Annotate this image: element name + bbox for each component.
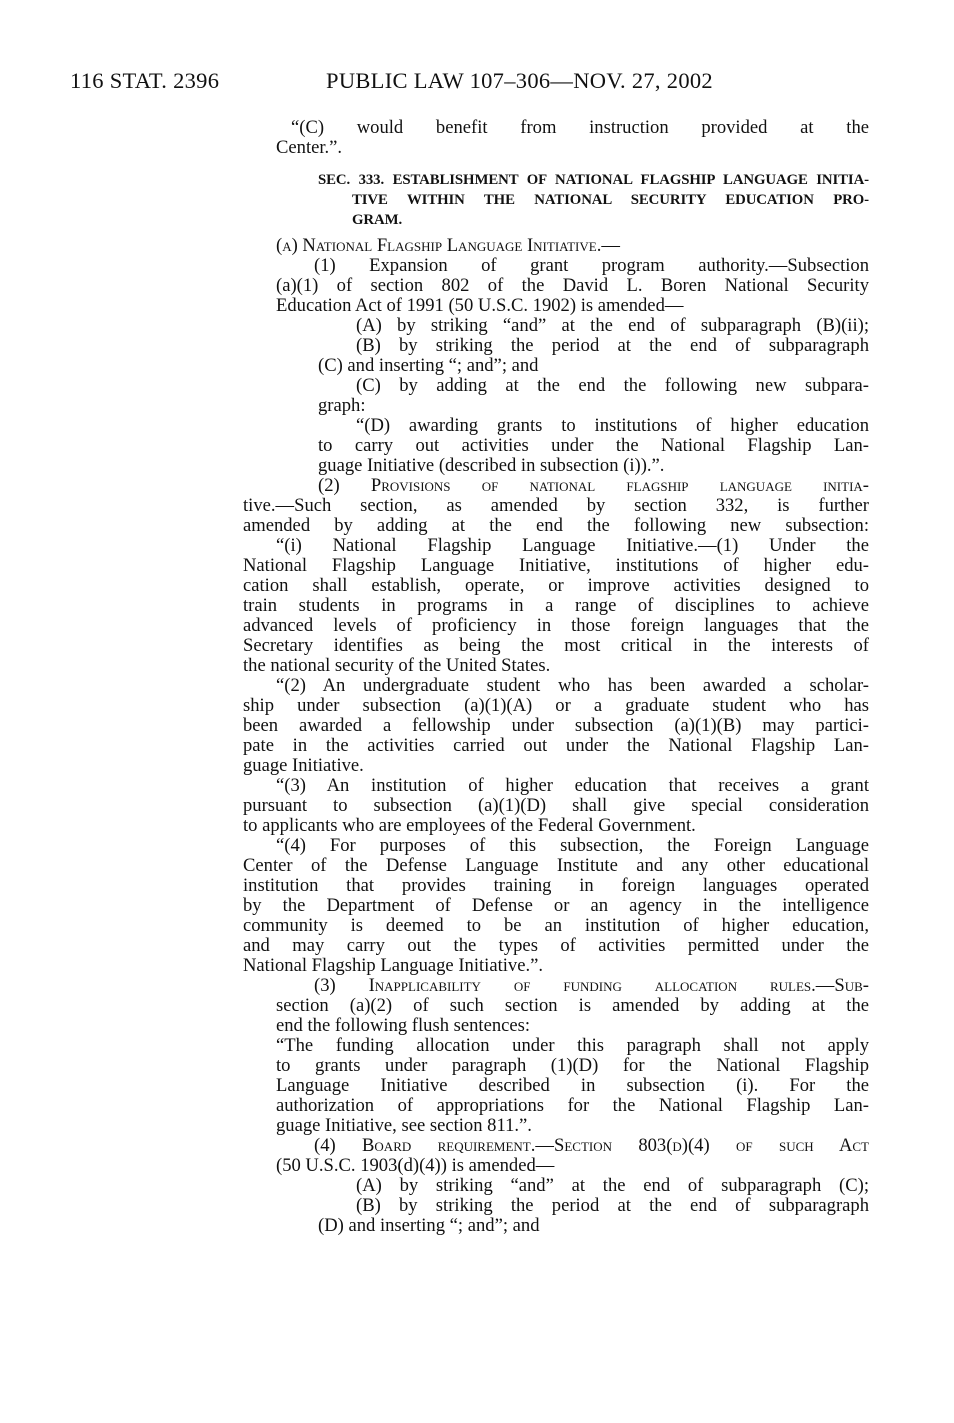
text-line: Language Initiative described in subsection (i). For the xyxy=(276,1075,869,1096)
text-line: (B) by striking the period at the end of subparagraph xyxy=(356,1195,869,1216)
text-line: (C) by adding at the end the following new subpara- xyxy=(356,375,869,396)
text-line: (D) and inserting “; and”; and xyxy=(318,1215,540,1236)
section-heading: GRAM. xyxy=(352,212,403,228)
text-line: (3) Inapplicability of funding allocation rules.—Sub- xyxy=(314,975,869,996)
section-heading: TIVE WITHIN THE NATIONAL SECURITY EDUCATION PRO- xyxy=(352,192,869,208)
text-line: “(4) For purposes of this subsection, the Foreign Language xyxy=(276,835,869,856)
text-line: been awarded a fellowship under subsection (a)(1)(B) may partici- xyxy=(243,715,869,736)
text-line: (2) Provisions of national flagship language initia- xyxy=(318,475,869,496)
text-line: to grants under paragraph (1)(D) for the National Flagship xyxy=(276,1055,869,1076)
text-line: guage Initiative, see section 811.”. xyxy=(276,1115,532,1136)
text-line: advanced levels of proficiency in those foreign languages that the xyxy=(243,615,869,636)
text-line: “The funding allocation under this paragraph shall not apply xyxy=(276,1035,869,1056)
text-line: Education Act of 1991 (50 U.S.C. 1902) is amended— xyxy=(276,295,684,316)
text-line: to applicants who are employees of the Federal Government. xyxy=(243,815,696,836)
text-line: Secretary identifies as being the most critical in the interests of xyxy=(243,635,869,656)
text-line: guage Initiative. xyxy=(243,755,364,776)
text-line: pate in the activities carried out under the National Flagship Lan- xyxy=(243,735,869,756)
text-line: “(3) An institution of higher education that receives a grant xyxy=(276,775,869,796)
text-line: ship under subsection (a)(1)(A) or a graduate student who has xyxy=(243,695,869,716)
text-line: guage Initiative (described in subsection (i)).”. xyxy=(318,455,665,476)
text-line: train students in programs in a range of disciplines to achieve xyxy=(243,595,869,616)
text-line: “(2) An undergraduate student who has been awarded a scholar- xyxy=(276,675,869,696)
text-line: end the following flush sentences: xyxy=(276,1015,531,1036)
section-heading: SEC. 333. ESTABLISHMENT OF NATIONAL FLAGSHIP LANGUAGE INITIA- xyxy=(318,172,869,188)
text-line: National Flagship Language Initiative, institutions of higher edu- xyxy=(243,555,869,576)
text-line: institution that provides training in foreign languages operated xyxy=(243,875,869,896)
text-line: (C) and inserting “; and”; and xyxy=(318,355,539,376)
text-line: (A) by striking “and” at the end of subparagraph (B)(ii); xyxy=(356,315,869,336)
text-line: (4) Board requirement.—Section 803(d)(4) of such Act xyxy=(314,1135,869,1156)
text-line: (1) Expansion of grant program authority.—Subsection xyxy=(314,255,869,276)
text-line: pursuant to subsection (a)(1)(D) shall give special consideration xyxy=(243,795,869,816)
text-line: amended by adding at the end the following new subsection: xyxy=(243,515,869,536)
text-line: (50 U.S.C. 1903(d)(4)) is amended— xyxy=(276,1155,555,1176)
document-body xyxy=(0,118,954,1236)
text-line: by the Department of Defense or an agency in the intelligence xyxy=(243,895,869,916)
text-line: cation shall establish, operate, or improve activities designed to xyxy=(243,575,869,596)
text-line: National Flagship Language Initiative.”. xyxy=(243,955,543,976)
stat-page-number: 116 STAT. 2396 xyxy=(70,68,220,93)
text-line: “(D) awarding grants to institutions of higher education xyxy=(356,415,869,436)
text-line: (A) by striking “and” at the end of subparagraph (C); xyxy=(356,1175,869,1196)
text-line: tive.—Such section, as amended by section 332, is further xyxy=(243,495,869,516)
text-line: the national security of the United States. xyxy=(243,655,551,676)
text-line: community is deemed to be an institution of higher education, xyxy=(243,915,869,936)
text-line: section (a)(2) of such section is amended by adding at the xyxy=(276,995,869,1016)
text-line: (B) by striking the period at the end of subparagraph xyxy=(356,335,869,356)
text-line: graph: xyxy=(318,395,366,416)
text-line: (a)(1) of section 802 of the David L. Boren National Security xyxy=(276,275,869,296)
text-line: Center of the Defense Language Institute and any other educational xyxy=(243,855,869,876)
text-line: Center.”. xyxy=(276,137,343,158)
text-line: “(C) would benefit from instruction provided at the xyxy=(291,117,869,138)
text-line: to carry out activities under the National Flagship Lan- xyxy=(318,435,869,456)
text-line: authorization of appropriations for the National Flagship Lan- xyxy=(276,1095,869,1116)
text-line: “(i) National Flagship Language Initiative.—(1) Under the xyxy=(276,535,869,556)
text-line: and may carry out the types of activities permitted under the xyxy=(243,935,869,956)
public-law-header: PUBLIC LAW 107–306—NOV. 27, 2002 xyxy=(326,68,713,93)
subsection-heading: (a) National Flagship Language Initiative.— xyxy=(276,235,620,256)
